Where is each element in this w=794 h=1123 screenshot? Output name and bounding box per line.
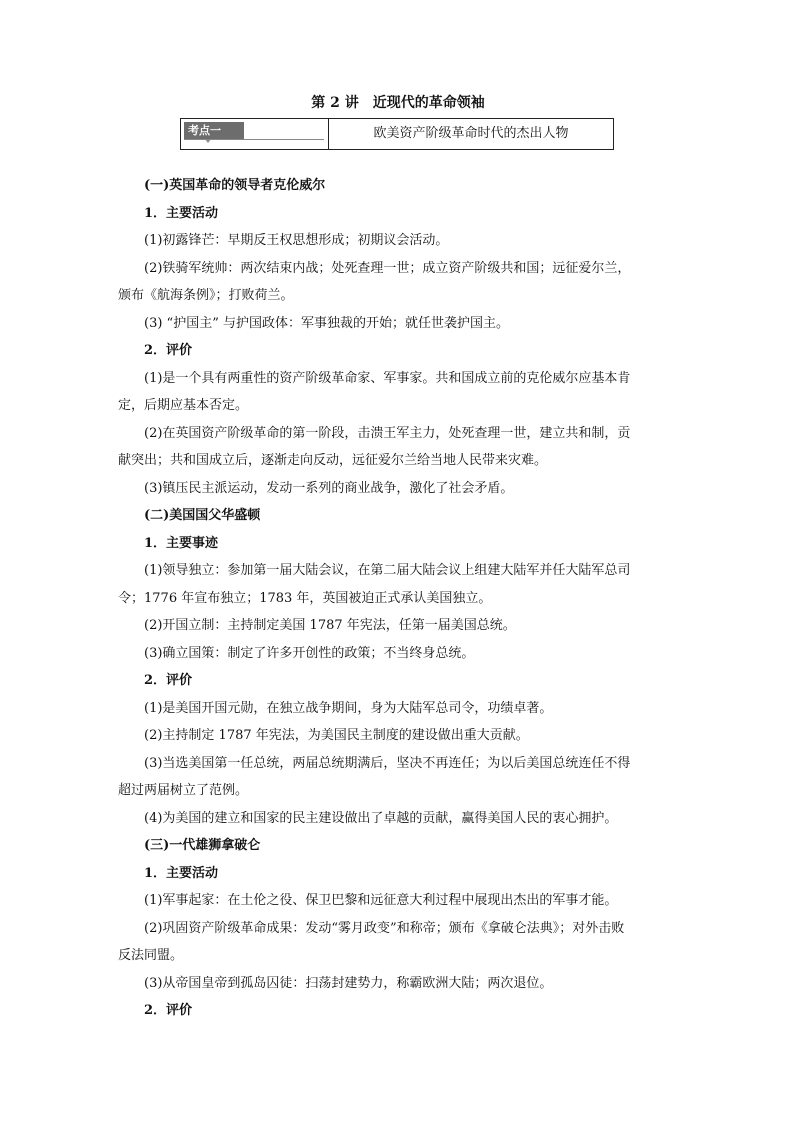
paragraph-line: (1)军事起家：在土伦之役、保卫巴黎和远征意大利过程中展现出杰出的军事才能。	[144, 893, 618, 908]
document-page	[118, 92, 678, 1025]
section-heading: 1．主要活动	[144, 865, 219, 881]
paragraph-line: (1)是美国开国元勋，在独立战争期间，身为大陆军总司令，功绩卓著。	[144, 700, 553, 716]
section-heading: 2．评价	[144, 1003, 193, 1018]
tag-notch-icon	[205, 139, 211, 143]
section-heading: 1．主要事迹	[144, 535, 219, 551]
topic-banner	[180, 118, 614, 150]
paragraph-line: (4)为美国的建立和国家的民主建设做出了卓越的贡献，赢得美国人民的衷心拥护。	[144, 810, 618, 826]
section-heading: 1．主要活动	[144, 205, 219, 221]
paragraph-line: (3)确立国策：制定了许多开创性的政策；不当终身总统。	[144, 645, 475, 661]
paragraph-line: (2)巩固资产阶级革命成果：发动“雾月政变”和称帝；颁布《拿破仑法典》；对外击败	[144, 920, 625, 936]
paragraph-line: (1)是一个具有两重性的资产阶级革命家、军事家。共和国成立前的克伦威尔应基本肯	[144, 370, 631, 386]
paragraph-line: (3)镇压民主派运动，发动一系列的商业战争，激化了社会矛盾。	[144, 480, 514, 496]
section-heading: 2．评价	[144, 673, 193, 688]
paragraph-line: (3) “护国主” 与护国政体：军事独裁的开始；就任世袭护国主。	[144, 315, 509, 331]
lecture-title: 第 2 讲 近现代的革命领袖	[311, 95, 485, 111]
paragraph-line: (3)当选美国第一任总统，两届总统期满后，坚决不再连任；为以后美国总统连任不得	[144, 755, 631, 771]
banner-topic: 欧美资产阶级革命时代的杰出人物	[373, 126, 569, 141]
paragraph-line: 献突出；共和国成立后，逐渐走向反动，远征爱尔兰给当地人民带来灾难。	[118, 453, 548, 468]
paragraph-line: 颁布《航海条例》；打败荷兰。	[118, 288, 294, 303]
section-heading: 2．评价	[144, 343, 193, 358]
paragraph-line: 定，后期应基本否定。	[118, 398, 249, 413]
paragraph-line: (2)开国立制：主持制定美国 1787 年宪法，任第一届美国总统。	[144, 618, 516, 633]
paragraph-line: 反法同盟。	[118, 948, 184, 963]
paragraph-line: 令；1776 年宣布独立；1783 年，英国被迫正式承认美国独立。	[118, 590, 492, 606]
paragraph-line: 超过两届树立了范例。	[118, 783, 249, 798]
paragraph-line: (1)领导独立：参加第一届大陆会议，在第二届大陆会议上组建大陆军并任大陆军总司	[144, 563, 631, 578]
section-heading: (三)一代雄狮拿破仑	[144, 838, 261, 853]
paragraph-line: (2)铁骑军统帅：两次结束内战；处死查理一世；成立资产阶级共和国；远征爱尔兰，	[144, 260, 631, 276]
paragraph-line: (3)从帝国皇帝到孤岛囚徒：扫荡封建势力，称霸欧洲大陆；两次退位。	[144, 975, 553, 991]
section-heading: (一)英国革命的领导者克伦威尔	[144, 178, 326, 193]
paragraph-line: (2)在英国资产阶级革命的第一阶段，击溃王军主力，处死查理一世，建立共和制，贡	[144, 425, 631, 441]
paragraph-line: (2)主持制定 1787 年宪法，为美国民主制度的建设做出重大贡献。	[144, 728, 529, 743]
paragraph-line: (1)初露锋芒：早期反王权思想形成；初期议会活动。	[144, 233, 449, 248]
banner-tag-cell	[181, 119, 329, 149]
kaodian-tag: 考点一	[184, 122, 244, 139]
document-body	[118, 172, 678, 1025]
section-heading: (二)美国国父华盛顿	[144, 508, 261, 523]
